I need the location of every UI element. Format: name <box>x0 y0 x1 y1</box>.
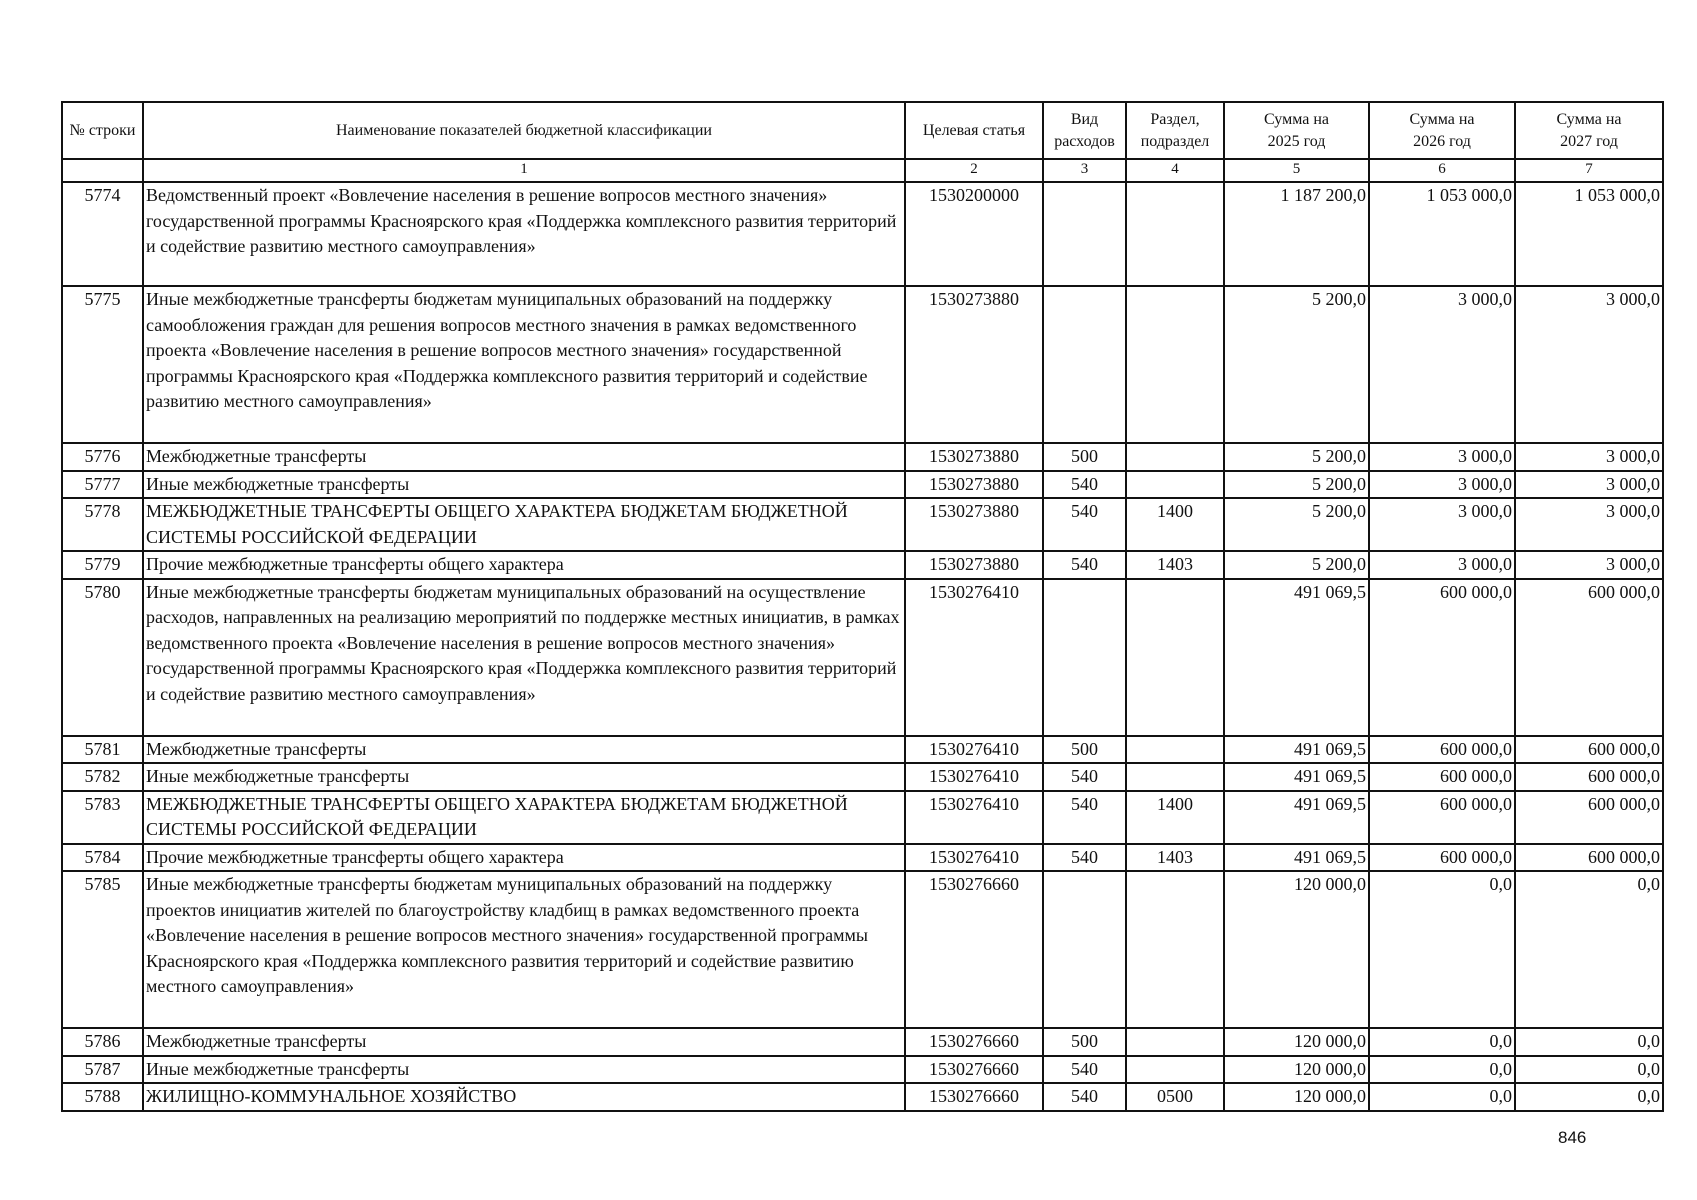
column-number: 1 <box>143 159 905 182</box>
header-sum-2027-line1: Сумма на <box>1556 110 1622 128</box>
header-sum-2026-line2: 2026 год <box>1413 132 1471 150</box>
row-number: 5787 <box>62 1056 143 1084</box>
row-sum-2027: 3 000,0 <box>1515 286 1663 443</box>
row-number: 5774 <box>62 182 143 286</box>
row-sum-2026: 600 000,0 <box>1369 791 1515 844</box>
row-name: Прочие межбюджетные трансферты общего характера <box>143 844 905 872</box>
table-row <box>62 498 1663 551</box>
row-target-code: 1530273880 <box>905 286 1043 443</box>
row-sum-2026: 3 000,0 <box>1369 443 1515 471</box>
row-razdel: 1403 <box>1126 844 1224 872</box>
table-body <box>62 182 1663 1111</box>
row-sum-2026: 600 000,0 <box>1369 844 1515 872</box>
table-row <box>62 551 1663 579</box>
row-razdel <box>1126 1028 1224 1056</box>
budget-table <box>61 101 1664 1112</box>
row-sum-2027: 600 000,0 <box>1515 844 1663 872</box>
row-sum-2027: 0,0 <box>1515 871 1663 1028</box>
row-sum-2026: 3 000,0 <box>1369 498 1515 551</box>
row-number: 5782 <box>62 763 143 791</box>
row-vid: 540 <box>1043 763 1126 791</box>
table-row <box>62 791 1663 844</box>
row-sum-2027: 600 000,0 <box>1515 791 1663 844</box>
row-sum-2025: 120 000,0 <box>1224 1056 1369 1084</box>
row-name: Иные межбюджетные трансферты бюджетам муниципальных образований на поддержку самообложения граждан для решения вопросов местного значения в рамках ведомственного проекта «Вовлечение населения в решение вопросов местного значения» государственной программы Красноярского края «Поддержка комплексного развития территорий и содействие развитию местного самоуправления» <box>143 286 905 443</box>
row-target-code: 1530200000 <box>905 182 1043 286</box>
row-number: 5775 <box>62 286 143 443</box>
row-name: Иные межбюджетные трансферты <box>143 763 905 791</box>
row-vid: 540 <box>1043 1056 1126 1084</box>
page-number: 846 <box>1558 1128 1587 1147</box>
row-vid: 540 <box>1043 551 1126 579</box>
row-name: Межбюджетные трансферты <box>143 443 905 471</box>
row-sum-2025: 491 069,5 <box>1224 579 1369 736</box>
header-sum-2027-line2: 2027 год <box>1560 132 1618 150</box>
row-vid <box>1043 871 1126 1028</box>
row-sum-2026: 3 000,0 <box>1369 471 1515 499</box>
table-row <box>62 1083 1663 1111</box>
row-sum-2026: 0,0 <box>1369 1028 1515 1056</box>
header-sum-2026-line1: Сумма на <box>1409 110 1475 128</box>
row-sum-2027: 0,0 <box>1515 1056 1663 1084</box>
header-sum-2025-line2: 2025 год <box>1267 132 1326 150</box>
row-sum-2025: 5 200,0 <box>1224 551 1369 579</box>
row-sum-2026: 0,0 <box>1369 1083 1515 1111</box>
table-row <box>62 871 1663 1028</box>
row-sum-2027: 600 000,0 <box>1515 736 1663 764</box>
table-row <box>62 736 1663 764</box>
row-sum-2027: 0,0 <box>1515 1028 1663 1056</box>
row-sum-2027: 3 000,0 <box>1515 551 1663 579</box>
row-sum-2026: 0,0 <box>1369 1056 1515 1084</box>
column-number-empty <box>62 159 143 182</box>
row-name: Иные межбюджетные трансферты бюджетам муниципальных образований на осуществление расходов, направленных на реализацию мероприятий по поддержке местных инициатив, в рамках ведомственного проекта «Вовлечение населения в решение вопросов местного значения» государственной программы Красноярского края «Поддержка комплексного развития территорий и содействие развитию местного самоуправления» <box>143 579 905 736</box>
row-vid: 540 <box>1043 791 1126 844</box>
row-sum-2025: 491 069,5 <box>1224 791 1369 844</box>
row-razdel <box>1126 579 1224 736</box>
row-sum-2026: 1 053 000,0 <box>1369 182 1515 286</box>
row-number: 5785 <box>62 871 143 1028</box>
row-sum-2025: 5 200,0 <box>1224 443 1369 471</box>
table-row <box>62 579 1663 736</box>
row-razdel <box>1126 871 1224 1028</box>
row-target-code: 1530276660 <box>905 871 1043 1028</box>
row-sum-2025: 491 069,5 <box>1224 763 1369 791</box>
row-sum-2026: 600 000,0 <box>1369 579 1515 736</box>
header-razdel-line1: Раздел, <box>1150 110 1200 128</box>
row-number: 5781 <box>62 736 143 764</box>
column-number: 6 <box>1369 159 1515 182</box>
header-sum-2025 <box>1224 102 1369 159</box>
row-target-code: 1530276660 <box>905 1056 1043 1084</box>
row-target-code: 1530276410 <box>905 763 1043 791</box>
row-number: 5777 <box>62 471 143 499</box>
row-sum-2026: 0,0 <box>1369 871 1515 1028</box>
row-target-code: 1530276410 <box>905 579 1043 736</box>
header-razdel-line2: подраздел <box>1140 132 1210 150</box>
row-target-code: 1530276410 <box>905 736 1043 764</box>
row-vid: 540 <box>1043 1083 1126 1111</box>
row-sum-2025: 491 069,5 <box>1224 844 1369 872</box>
header-sum-2026 <box>1369 102 1515 159</box>
header-row-no: № строки <box>62 102 143 159</box>
header-vid <box>1043 102 1126 159</box>
row-sum-2026: 600 000,0 <box>1369 736 1515 764</box>
row-sum-2027: 3 000,0 <box>1515 443 1663 471</box>
row-sum-2027: 0,0 <box>1515 1083 1663 1111</box>
row-vid: 540 <box>1043 471 1126 499</box>
row-name: Иные межбюджетные трансферты <box>143 1056 905 1084</box>
row-target-code: 1530273880 <box>905 443 1043 471</box>
row-number: 5786 <box>62 1028 143 1056</box>
row-number: 5780 <box>62 579 143 736</box>
column-number: 7 <box>1515 159 1663 182</box>
row-name: МЕЖБЮДЖЕТНЫЕ ТРАНСФЕРТЫ ОБЩЕГО ХАРАКТЕРА БЮДЖЕТАМ БЮДЖЕТНОЙ СИСТЕМЫ РОССИЙСКОЙ ФЕДЕРАЦИИ <box>143 498 905 551</box>
row-number: 5788 <box>62 1083 143 1111</box>
row-name: Прочие межбюджетные трансферты общего характера <box>143 551 905 579</box>
row-name: ЖИЛИЩНО-КОММУНАЛЬНОЕ ХОЗЯЙСТВО <box>143 1083 905 1111</box>
header-razdel <box>1126 102 1224 159</box>
row-number: 5779 <box>62 551 143 579</box>
row-sum-2025: 1 187 200,0 <box>1224 182 1369 286</box>
row-sum-2025: 120 000,0 <box>1224 1028 1369 1056</box>
table-row <box>62 844 1663 872</box>
row-name: Иные межбюджетные трансферты бюджетам муниципальных образований на поддержку проектов инициатив жителей по благоустройству кладбищ в рамках ведомственного проекта «Вовлечение населения в решение вопросов местного значения» государственной программы Красноярского края «Поддержка комплексного развития территорий и содействие развитию местного самоуправления» <box>143 871 905 1028</box>
row-number: 5776 <box>62 443 143 471</box>
column-number: 3 <box>1043 159 1126 182</box>
row-name: Межбюджетные трансферты <box>143 1028 905 1056</box>
row-target-code: 1530276660 <box>905 1083 1043 1111</box>
column-number: 5 <box>1224 159 1369 182</box>
row-name: Межбюджетные трансферты <box>143 736 905 764</box>
table-row <box>62 471 1663 499</box>
table-row <box>62 763 1663 791</box>
row-razdel <box>1126 736 1224 764</box>
row-vid: 500 <box>1043 1028 1126 1056</box>
row-sum-2025: 491 069,5 <box>1224 736 1369 764</box>
row-target-code: 1530276410 <box>905 844 1043 872</box>
header-sum-2027 <box>1515 102 1663 159</box>
table-row <box>62 1028 1663 1056</box>
row-sum-2025: 5 200,0 <box>1224 471 1369 499</box>
row-razdel: 1400 <box>1126 791 1224 844</box>
row-vid: 500 <box>1043 443 1126 471</box>
row-razdel: 1400 <box>1126 498 1224 551</box>
row-name: Иные межбюджетные трансферты <box>143 471 905 499</box>
row-sum-2027: 600 000,0 <box>1515 763 1663 791</box>
header-vid-line1: Вид <box>1070 110 1099 128</box>
row-sum-2025: 5 200,0 <box>1224 286 1369 443</box>
row-razdel <box>1126 471 1224 499</box>
header-vid-line2: расходов <box>1054 132 1115 150</box>
row-target-code: 1530273880 <box>905 498 1043 551</box>
row-razdel <box>1126 443 1224 471</box>
row-sum-2027: 3 000,0 <box>1515 471 1663 499</box>
header-row <box>62 102 1663 159</box>
table-row <box>62 1056 1663 1084</box>
row-razdel <box>1126 763 1224 791</box>
row-sum-2025: 5 200,0 <box>1224 498 1369 551</box>
row-sum-2025: 120 000,0 <box>1224 1083 1369 1111</box>
row-vid <box>1043 182 1126 286</box>
table-row <box>62 182 1663 286</box>
column-number: 4 <box>1126 159 1224 182</box>
row-sum-2027: 1 053 000,0 <box>1515 182 1663 286</box>
row-razdel <box>1126 1056 1224 1084</box>
row-name: МЕЖБЮДЖЕТНЫЕ ТРАНСФЕРТЫ ОБЩЕГО ХАРАКТЕРА БЮДЖЕТАМ БЮДЖЕТНОЙ СИСТЕМЫ РОССИЙСКОЙ ФЕДЕРАЦИИ <box>143 791 905 844</box>
header-target: Целевая статья <box>905 102 1043 159</box>
row-razdel: 1403 <box>1126 551 1224 579</box>
row-vid: 500 <box>1043 736 1126 764</box>
row-sum-2027: 600 000,0 <box>1515 579 1663 736</box>
row-number: 5778 <box>62 498 143 551</box>
row-sum-2026: 600 000,0 <box>1369 763 1515 791</box>
row-razdel <box>1126 182 1224 286</box>
column-number: 2 <box>905 159 1043 182</box>
row-name: Ведомственный проект «Вовлечение населения в решение вопросов местного значения» государственной программы Красноярского края «Поддержка комплексного развития территорий и содействие развитию местного самоуправления» <box>143 182 905 286</box>
header-sum-2025-line1: Сумма на <box>1264 110 1329 128</box>
header-name: Наименование показателей бюджетной классификации <box>143 102 905 159</box>
row-sum-2026: 3 000,0 <box>1369 551 1515 579</box>
row-sum-2027: 3 000,0 <box>1515 498 1663 551</box>
row-razdel <box>1126 286 1224 443</box>
row-vid <box>1043 579 1126 736</box>
row-number: 5783 <box>62 791 143 844</box>
row-target-code: 1530276410 <box>905 791 1043 844</box>
row-vid: 540 <box>1043 844 1126 872</box>
row-target-code: 1530273880 <box>905 471 1043 499</box>
row-vid <box>1043 286 1126 443</box>
row-number: 5784 <box>62 844 143 872</box>
table-row <box>62 286 1663 443</box>
row-target-code: 1530276660 <box>905 1028 1043 1056</box>
row-target-code: 1530273880 <box>905 551 1043 579</box>
row-razdel: 0500 <box>1126 1083 1224 1111</box>
row-sum-2025: 120 000,0 <box>1224 871 1369 1028</box>
column-number-row <box>62 159 1663 182</box>
row-vid: 540 <box>1043 498 1126 551</box>
table-row <box>62 443 1663 471</box>
row-sum-2026: 3 000,0 <box>1369 286 1515 443</box>
